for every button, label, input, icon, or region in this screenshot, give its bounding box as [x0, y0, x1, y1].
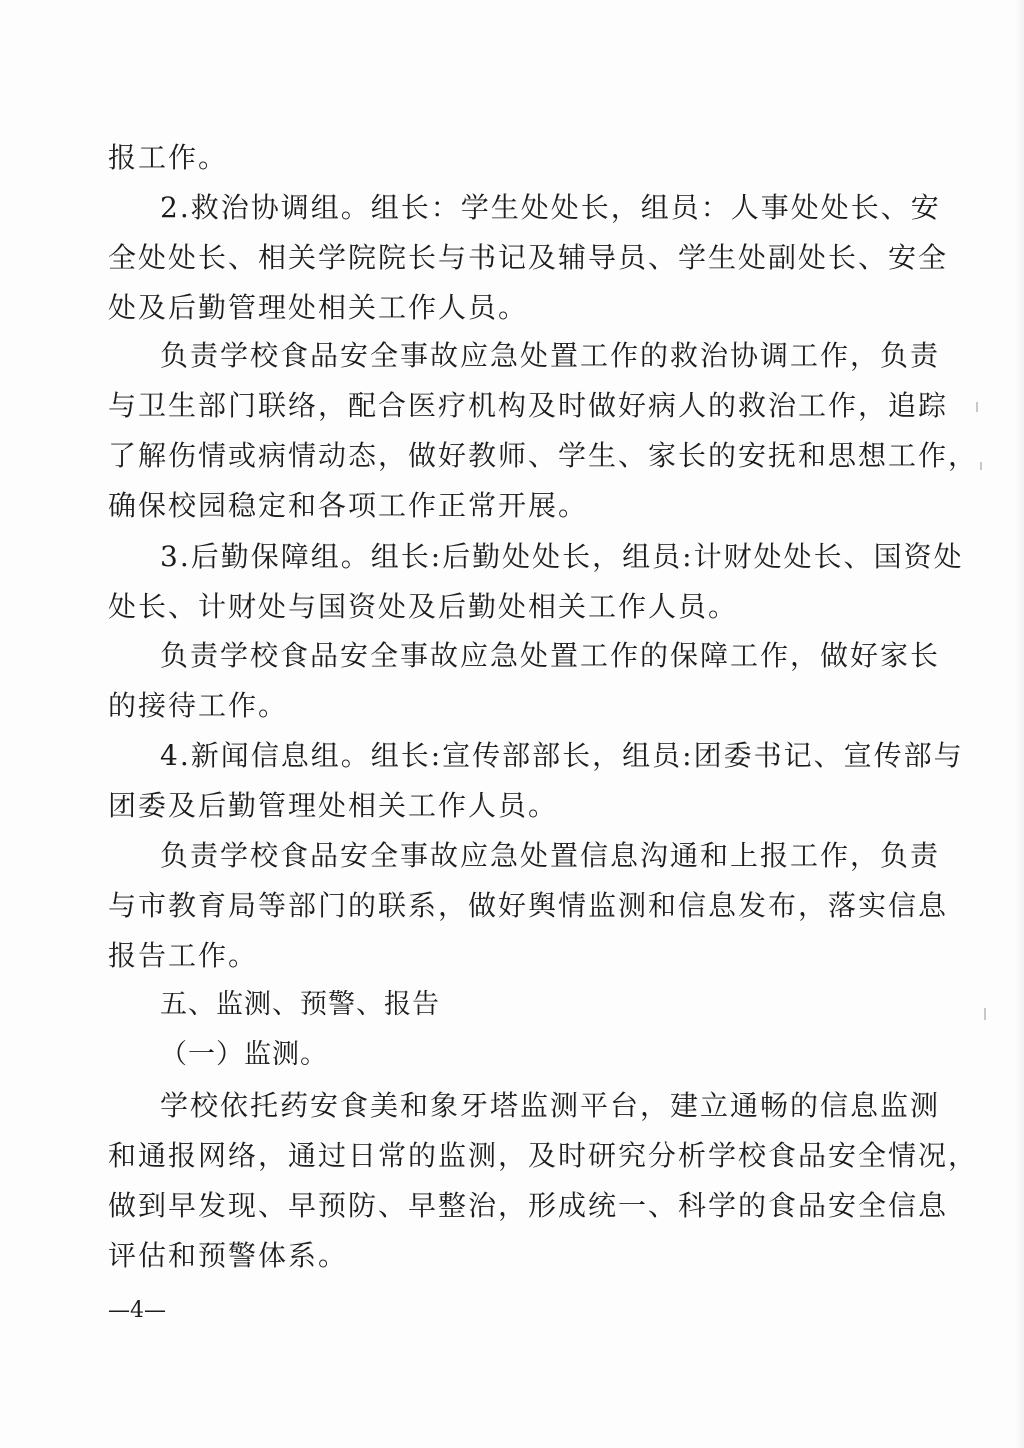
paragraph-line: 和通报网络，通过日常的监测，及时研究分析学校食品安全情况， — [108, 1139, 979, 1172]
page-number: —4— — [108, 1298, 166, 1323]
paragraph-line: 了解伤情或病情动态，做好教师、学生、家长的安抚和思想工作， — [108, 439, 979, 472]
paragraph-line: 负责学校食品安全事故应急处置工作的保障工作，做好家长 — [160, 639, 941, 672]
paragraph-line: 与卫生部门联络，配合医疗机构及时做好病人的救治工作，追踪 — [108, 389, 949, 422]
paragraph-line: 3.后勤保障组。组长:后勤处处长，组员:计财处处长、国资处 — [160, 540, 964, 573]
paragraph-line: 全处处长、相关学院院长与书记及辅导员、学生处副处长、安全 — [108, 241, 949, 274]
paragraph-line: 处长、计财处与国资处及后勤处相关工作人员。 — [108, 590, 739, 623]
paragraph-line: 处及后勤管理处相关工作人员。 — [108, 291, 529, 324]
paragraph-line: 与市教育局等部门的联系，做好舆情监测和信息发布，落实信息 — [108, 889, 949, 922]
paragraph-line: 报告工作。 — [108, 939, 259, 972]
paragraph-line: 学校依托药安食美和象牙塔监测平台，建立通畅的信息监测 — [160, 1089, 941, 1122]
paragraph-line: 负责学校食品安全事故应急处置工作的救治协调工作，负责 — [160, 339, 941, 372]
paragraph-line: 确保校园稳定和各项工作正常开展。 — [108, 489, 589, 522]
section-heading: 五、监测、预警、报告 — [160, 989, 440, 1020]
subsection-heading: （一）监测。 — [160, 1039, 328, 1070]
paragraph-line: 负责学校食品安全事故应急处置信息沟通和上报工作，负责 — [160, 839, 941, 872]
paragraph-line: 2.救治协调组。组长：学生处处长，组员：人事处处长、安 — [160, 191, 941, 224]
paragraph-line: 做到早发现、早预防、早整治，形成统一、科学的食品安全信息 — [108, 1189, 949, 1222]
paragraph-line: 团委及后勤管理处相关工作人员。 — [108, 789, 559, 822]
paragraph-line: 4.新闻信息组。组长:宣传部部长，组员:团委书记、宣传部与 — [160, 739, 964, 772]
paragraph-line: 评估和预警体系。 — [108, 1239, 349, 1272]
paragraph-line: 的接待工作。 — [108, 689, 289, 722]
paragraph-line: 报工作。 — [108, 141, 229, 174]
